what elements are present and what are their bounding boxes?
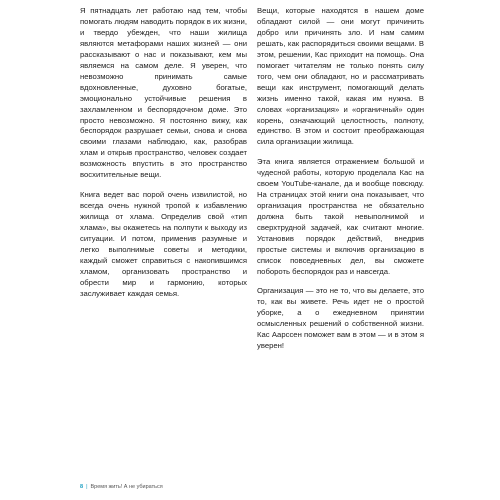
footer-separator: | [86, 484, 88, 490]
page-footer [80, 484, 163, 490]
running-title: Время жить! А не убираться [90, 484, 163, 490]
paragraph: Эта книга является отражением большой и чудесной работы, которую проделала Кас на своем YouTube-канале, да и вообще повсюду. На страницах этой книги она показывает, что организация пространства не обязательно должна быть такой невыполнимой и сверхтрудной задачей, как считают многие. Установив порядок действий, внедрив простые системы и включив организацию в список повседневных дел, вы сможете побороть беспорядок раз и навсегда. [257, 157, 424, 276]
left-column [80, 6, 247, 308]
paragraph: Я пятнадцать лет работаю над тем, чтобы помогать людям наводить порядок в их жизни, и твердо убежден, что наши жилища являются метафорами наших жизней — они рассказывают о нас и показывают, кем мы являемся на самом деле. Я уверен, что невозможно принимать самые вдохновленные, духовно богатые, эмоционально устойчивые решения в захламленном и беспорядочном доме. Это просто невозможно. Я постоянно вижу, как беспорядок разрушает семьи, снова и снова своими глазами наблюдаю, как, разобрав хлам и открыв пространство, человек создает возможность впустить в это пространство восхитительные вещи. [80, 6, 247, 180]
page-number: 8 [80, 484, 84, 490]
paragraph: Книга ведет вас порой очень извилистой, но всегда очень нужной тропой к избавлению жилища от хлама. Определив свой «тип хлама», вы окажетесь на полпути к выходу из ситуации. И потом, применив разумные и легко выполнимые советы и методики, каждый сможет справиться с накопившимся хламом, организовать пространство и обрести мир и гармонию, которых заслуживает каждая семья. [80, 190, 247, 298]
right-column [257, 6, 424, 361]
paragraph: Организация — это не то, что вы делаете, это то, как вы живете. Речь идет не о простой уборке, а о ежедневном принятии осмысленных решений о собственной жизни. Кас Аарссен поможет вам в этом — и в этом я уверен! [257, 286, 424, 351]
paragraph: Вещи, которые находятся в нашем доме обладают силой — они могут причинить добро или причинять зло. И нам самим решать, как распорядиться своими вещами. В этом, решении, Кас приходит на помощь. Она помогает читателям не только понять силу того, чем они обладают, но и рассматривать вещи как инструмент, помогающий делать жизнь именно такой, какая им нужна. В словах «организация» и «органичный» один корень, означающий целостность, полноту, единство. В этом и состоит преображающая сила организации жилища. [257, 6, 424, 147]
